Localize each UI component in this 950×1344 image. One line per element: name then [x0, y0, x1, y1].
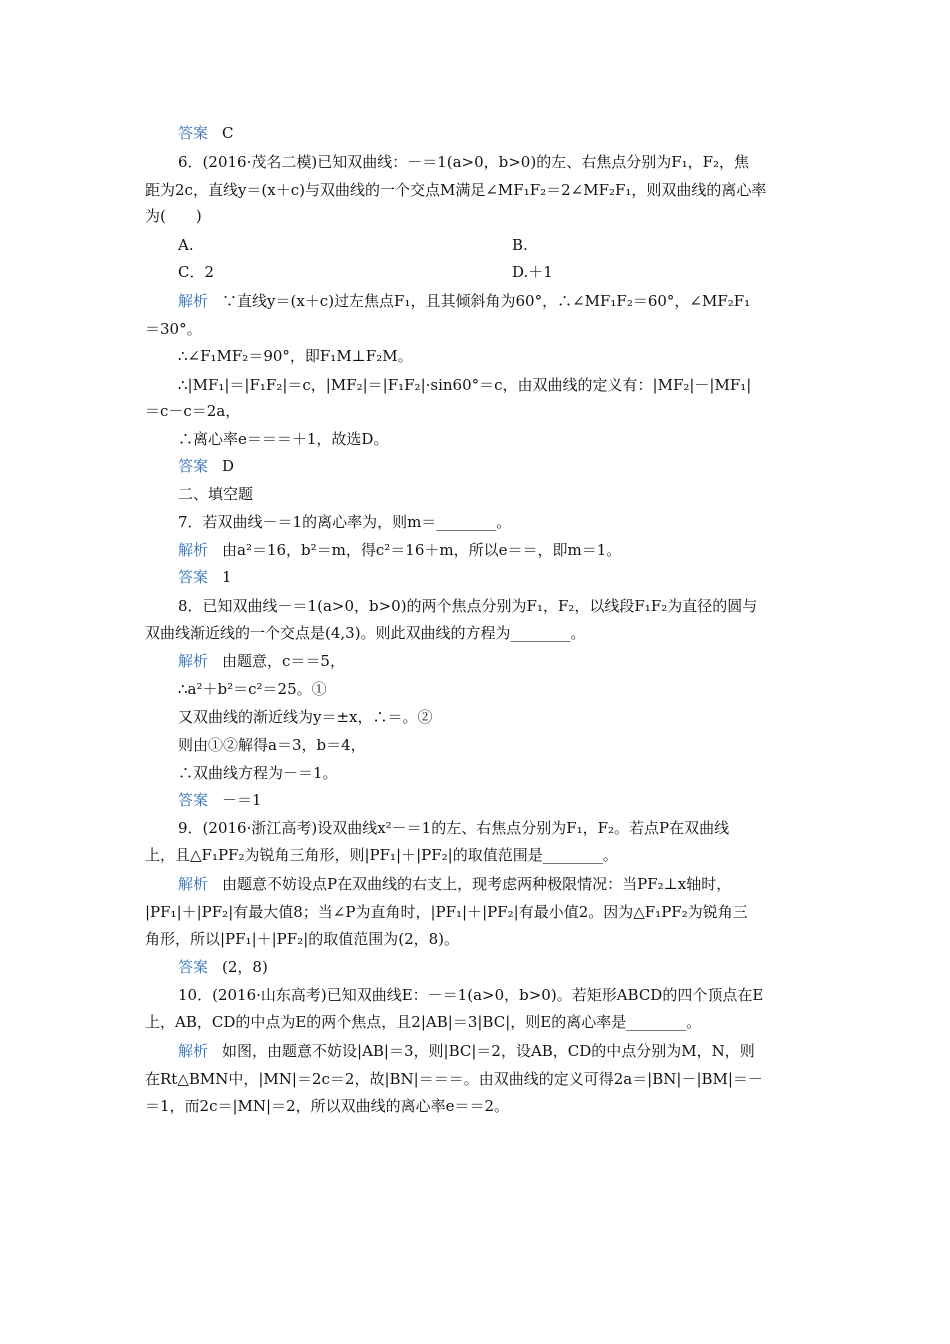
solution-line — [178, 1041, 843, 1061]
section-heading: 二、填空题 — [178, 485, 254, 503]
solution-text: ∴a²＋b²＝c²＝25。① — [178, 680, 327, 698]
solution-line — [178, 651, 843, 671]
solution-text: ＝1，而2c＝|MN|＝2，所以双曲线的离心率e＝＝2。 — [145, 1097, 510, 1115]
question-text: 上，且△F₁PF₂为锐角三角形，则|PF₁|＋|PF₂|的取值范围是________。 — [145, 846, 618, 864]
answer-tag: 答案 — [178, 568, 209, 586]
answer-value: C — [222, 124, 234, 142]
question-text: 9．(2016·浙江高考)设双曲线x²－＝1的左、右焦点分别为F₁，F₂。若点P在双曲线 — [178, 819, 730, 837]
answer-line — [178, 123, 843, 143]
answer-tag: 答案 — [178, 791, 209, 809]
answer-value: D — [222, 457, 235, 475]
solution-text: ＝30°。 — [145, 320, 202, 338]
solution-line — [178, 540, 843, 560]
solution-tag: 解析 — [178, 292, 209, 310]
solution-text: 在Rt△BMN中，|MN|＝2c＝2，故|BN|＝＝＝。由双曲线的定义可得2a＝|BN|－|BM|＝－ — [145, 1070, 763, 1088]
solution-line — [178, 291, 843, 311]
answer-tag: 答案 — [178, 457, 209, 475]
option-b: B. — [512, 236, 528, 254]
answer-tag: 答案 — [178, 958, 209, 976]
question-text: 距为2c，直线y＝(x＋c)与双曲线的一个交点M满足∠MF₁F₂＝2∠MF₂F₁，则双曲线的离心率 — [145, 181, 767, 199]
solution-text: 则由①②解得a＝3，b＝4， — [178, 736, 366, 754]
solution-text: 又双曲线的渐近线为y＝±x，∴＝。② — [178, 708, 433, 726]
question-text: 7．若双曲线－＝1的离心率为，则m＝________。 — [178, 513, 512, 531]
solution-text: 角形，所以|PF₁|＋|PF₂|的取值范围为(2，8)。 — [145, 930, 460, 948]
answer-line — [178, 456, 843, 476]
answer-value: －＝1 — [222, 791, 262, 809]
solution-text: ∴双曲线方程为－＝1。 — [178, 764, 338, 782]
question-text: 6．(2016·茂名二模)已知双曲线：－＝1(a>0，b>0)的左、右焦点分别为F₁，F₂，焦 — [178, 153, 750, 171]
question-text: 8．已知双曲线－＝1(a>0，b>0)的两个焦点分别为F₁，F₂，以线段F₁F₂为直径的圆与 — [178, 597, 758, 615]
answer-value: 1 — [222, 568, 232, 586]
question-text: 为( ) — [145, 207, 202, 225]
solution-tag: 解析 — [178, 652, 209, 670]
solution-text: ∵直线y＝(x＋c)过左焦点F₁，且其倾斜角为60°，∴∠MF₁F₂＝60°，∠MF₂F₁ — [222, 292, 751, 310]
solution-text: ∴离心率e＝＝＝＋1，故选D。 — [178, 430, 389, 448]
solution-text: ＝c－c＝2a， — [145, 402, 241, 420]
solution-text: ∴|MF₁|＝|F₁F₂|＝c，|MF₂|＝|F₁F₂|·sin60°＝c，由双曲线的定义有：|MF₂|－|MF₁| — [178, 376, 752, 394]
solution-tag: 解析 — [178, 1042, 209, 1060]
question-text: 双曲线渐近线的一个交点是(4,3)。则此双曲线的方程为________。 — [145, 624, 586, 642]
solution-text: 由a²＝16，b²＝m，得c²＝16＋m，所以e＝＝，即m＝1。 — [222, 541, 622, 559]
option-d: D.＋1 — [512, 263, 553, 281]
solution-text: ∴∠F₁MF₂＝90°，即F₁M⊥F₂M。 — [178, 347, 413, 365]
answer-tag: 答案 — [178, 124, 209, 142]
solution-text: 由题意，c＝＝5， — [222, 652, 345, 670]
solution-text: 由题意不妨设点P在双曲线的右支上，现考虑两种极限情况：当PF₂⊥x轴时， — [222, 875, 732, 893]
solution-text: 如图，由题意不妨设|AB|＝3，则|BC|＝2，设AB，CD的中点分别为M，N，则 — [222, 1042, 755, 1060]
answer-line — [178, 790, 843, 810]
solution-text: |PF₁|＋|PF₂|有最大值8；当∠P为直角时，|PF₁|＋|PF₂|有最小值2。因为△F₁PF₂为锐角三 — [145, 903, 748, 921]
option-a: A. — [178, 236, 194, 254]
option-c: C．2 — [178, 263, 215, 281]
answer-value: (2，8) — [222, 958, 268, 976]
solution-line — [178, 874, 843, 894]
answer-line — [178, 567, 843, 587]
answer-line — [178, 957, 843, 977]
solution-tag: 解析 — [178, 541, 209, 559]
question-text: 上，AB，CD的中点为E的两个焦点，且2|AB|＝3|BC|，则E的离心率是________。 — [145, 1013, 702, 1031]
question-text: 10．(2016·山东高考)已知双曲线E：－＝1(a>0，b>0)。若矩形ABCD的四个顶点在E — [178, 986, 764, 1004]
solution-tag: 解析 — [178, 875, 209, 893]
